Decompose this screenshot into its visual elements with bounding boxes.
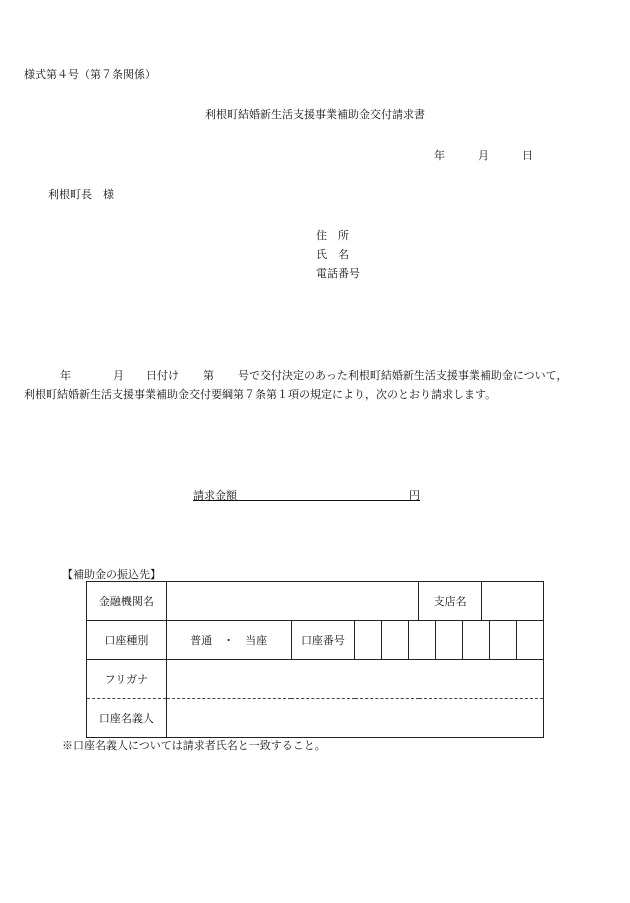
furigana-field[interactable] [166,660,543,699]
date-line [434,147,533,163]
table-row [87,660,544,699]
institution-field[interactable] [166,582,418,621]
account-number-field[interactable] [355,621,544,660]
document-title: 利根町結婚新生活支援事業補助金交付請求書 [205,108,425,121]
date-month: 月 [478,149,489,162]
date-day: 日 [522,149,533,162]
amount-unit: 円 [409,489,420,502]
form-number: 様式第４号（第７条関係） [24,68,156,81]
body-no: 第 [203,369,214,382]
account-digit-box[interactable] [381,621,408,659]
body-line1-rest: 号で交付決定のあった利根町結婚新生活支援事業補助金について， [238,369,568,382]
furigana-label: フリガナ [87,660,167,699]
request-body [24,366,614,404]
date-year: 年 [434,149,445,162]
account-type-value[interactable]: 普通 ・ 当座 [166,621,291,660]
body-month: 月 [113,369,124,382]
body-dated: 日付け [146,369,179,382]
name-label: 氏 名 [316,248,349,261]
request-amount [193,487,420,503]
bank-table [86,581,544,738]
account-digit-box[interactable] [462,621,489,659]
address-label: 住 所 [316,229,349,242]
account-type-label: 口座種別 [87,621,167,660]
institution-label: 金融機関名 [87,582,167,621]
branch-field[interactable] [482,582,543,620]
account-digit-box[interactable] [489,621,516,659]
applicant-block [316,226,360,283]
table-row [87,699,544,738]
account-digit-box[interactable] [355,621,381,659]
branch-label: 支店名 [419,582,482,620]
holder-label: 口座名義人 [87,699,167,738]
body-line-1 [24,366,614,385]
holder-field[interactable] [166,699,543,738]
table-row [87,582,544,621]
account-digit-box[interactable] [435,621,462,659]
amount-label: 請求金額 [193,489,237,502]
amount-field[interactable] [237,488,409,501]
phone-label: 電話番号 [316,267,360,280]
table-row [87,621,544,660]
addressee: 利根町長 様 [48,188,114,201]
account-digit-box[interactable] [408,621,435,659]
body-year: 年 [60,369,71,382]
body-line-2: 利根町結婚新生活支援事業補助金交付要綱第７条第１項の規定により，次のとおり請求します。 [24,388,497,401]
note: ※口座名義人については請求者氏名と一致すること。 [62,739,326,752]
bank-heading: 【補助金の振込先】 [62,568,161,581]
account-number-label: 口座番号 [291,621,355,660]
account-digit-box[interactable] [516,621,543,659]
